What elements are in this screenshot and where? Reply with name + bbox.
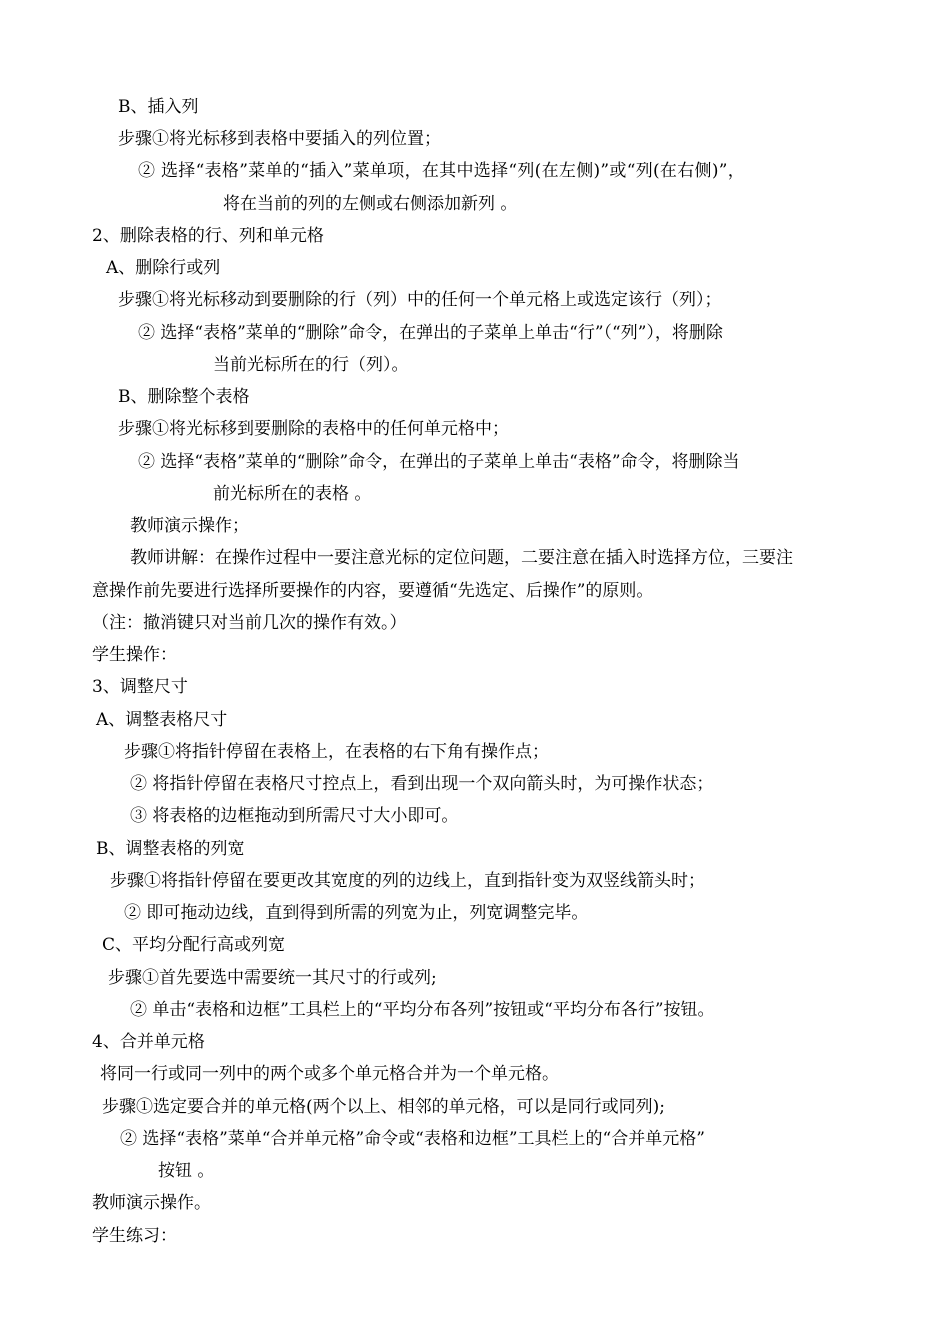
text-line: A、删除行或列: [106, 258, 221, 278]
text-line: 当前光标所在的行（列）。: [213, 355, 409, 375]
text-line: C、平均分配行高或列宽: [102, 935, 286, 955]
text-line: 教师讲解：在操作过程中一要注意光标的定位问题，二要注意在插入时选择方位，三要注: [130, 548, 793, 568]
text-line: ③ 将表格的边框拖动到所需尺寸大小即可。: [130, 806, 459, 826]
text-line: 步骤①将光标移动到要删除的行（列）中的任何一个单元格上或选定该行（列）；: [118, 290, 722, 310]
text-line: B、插入列: [118, 97, 199, 117]
text-line: （注：撤消键只对当前几次的操作有效。）: [92, 613, 407, 633]
text-line: ② 即可拖动边线，直到得到所需的列宽为止，列宽调整完毕。: [124, 903, 589, 923]
text-line: B、删除整个表格: [118, 387, 250, 407]
text-line: 前光标所在的表格 。: [213, 484, 372, 504]
text-line: 步骤①将指针停留在要更改其宽度的列的边线上，直到指针变为双竖线箭头时；: [110, 871, 705, 891]
text-line: 2、删除表格的行、列和单元格: [92, 226, 324, 246]
text-line: B、调整表格的列宽: [96, 839, 245, 859]
text-line: 步骤①将光标移到表格中要插入的列位置；: [118, 129, 441, 149]
text-line: 教师演示操作；: [130, 516, 249, 536]
text-line: 4、合并单元格: [92, 1032, 205, 1052]
text-line: ② 选择“表格”菜单的“删除”命令，在弹出的子菜单上单击“表格”命令，将删除当: [138, 452, 740, 472]
text-line: ② 将指针停留在表格尺寸控点上，看到出现一个双向箭头时，为可操作状态；: [130, 774, 714, 794]
text-line: 步骤①将光标移到要删除的表格中的任何单元格中；: [118, 419, 509, 439]
text-line: 意操作前先要进行选择所要操作的内容，要遵循“先选定、后操作”的原则。: [92, 581, 654, 601]
text-line: 按钮 。: [158, 1161, 215, 1181]
text-line: ② 选择“表格”菜单“合并单元格”命令或“表格和边框”工具栏上的“合并单元格”: [120, 1129, 705, 1149]
text-line: 步骤①将指针停留在表格上，在表格的右下角有操作点；: [124, 742, 549, 762]
text-line: 将同一行或同一列中的两个或多个单元格合并为一个单元格。: [100, 1064, 559, 1084]
text-line: 将在当前的列的左侧或右侧添加新列 。: [223, 194, 518, 214]
text-line: 教师演示操作。: [92, 1193, 211, 1213]
text-line: ② 选择“表格”菜单的“删除”命令，在弹出的子菜单上单击“行”（“列”），将删除: [138, 323, 723, 343]
text-line: A、调整表格尺寸: [96, 710, 228, 730]
text-line: 步骤①首先要选中需要统一其尺寸的行或列;: [108, 968, 437, 988]
text-line: 3、调整尺寸: [92, 677, 188, 697]
text-line: 学生练习：: [92, 1226, 177, 1246]
text-line: 学生操作：: [92, 645, 177, 665]
text-line: ② 单击“表格和边框”工具栏上的“平均分布各列”按钮或“平均分布各行”按钮。: [130, 1000, 715, 1020]
text-line: 步骤①选定要合并的单元格(两个以上、相邻的单元格，可以是同行或同列);: [102, 1097, 665, 1117]
text-line: ② 选择“表格”菜单的“插入”菜单项，在其中选择“列(在左侧)”或“列(在右侧)”，: [138, 161, 746, 181]
